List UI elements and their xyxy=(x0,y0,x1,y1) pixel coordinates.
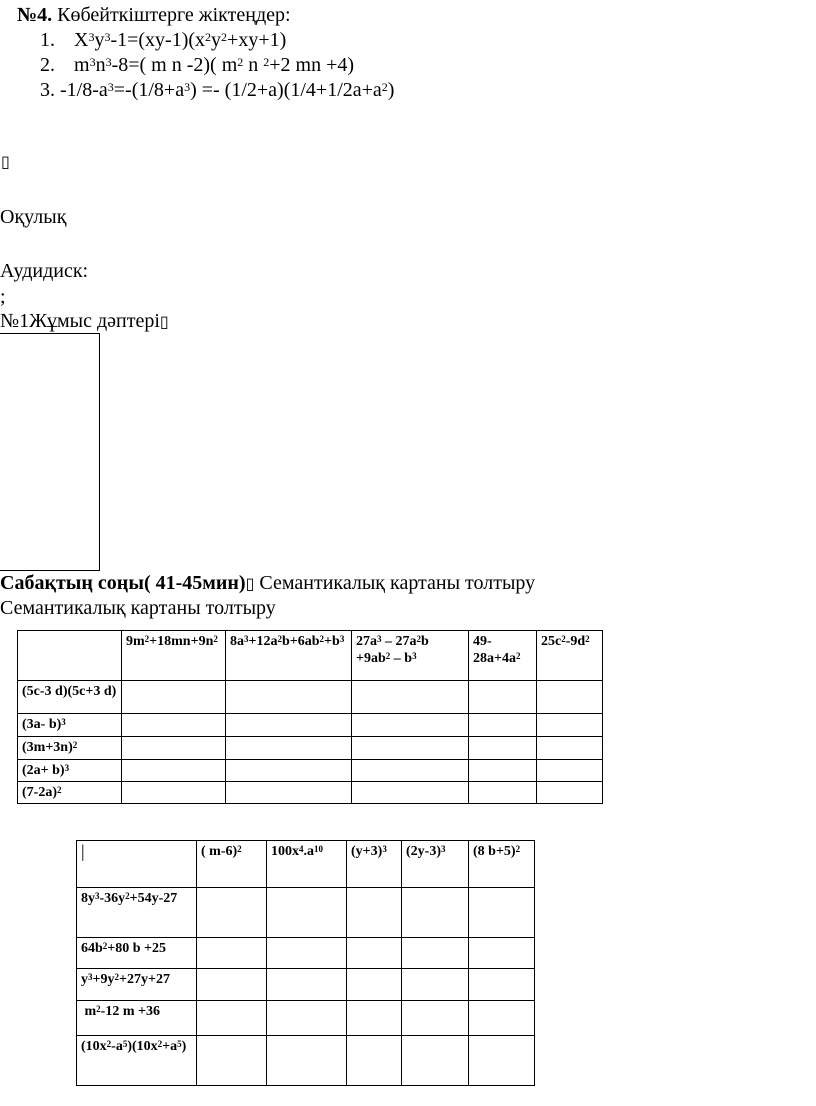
table-cell[interactable] xyxy=(197,938,267,969)
workbook-label-text: №1Жұмыс дәптері xyxy=(0,310,160,332)
table-cell[interactable] xyxy=(352,782,469,804)
table-cell[interactable] xyxy=(347,938,402,969)
task-item-3 xyxy=(40,79,55,101)
table-row xyxy=(77,1001,535,1036)
table-row-label: $(7-2a)^2$ xyxy=(18,782,122,804)
table-cell[interactable] xyxy=(537,782,603,804)
table-header-cell: $27a^3 - 27a^2b +9ab^2 - b^3$ xyxy=(352,631,469,681)
table-corner-cell xyxy=(18,631,122,681)
table-cell[interactable] xyxy=(122,737,226,760)
table-cell[interactable] xyxy=(197,888,267,938)
table-header-row xyxy=(18,631,603,681)
table-cell[interactable] xyxy=(469,782,537,804)
table-row-label: $(2a+ b)^3$ xyxy=(18,760,122,782)
table-cell[interactable] xyxy=(267,1036,347,1086)
table-row-label: $(3m+3n)^2$ xyxy=(18,737,122,760)
table-cell[interactable] xyxy=(226,782,352,804)
table-row xyxy=(18,714,603,737)
table-cell[interactable] xyxy=(352,737,469,760)
table-cell[interactable] xyxy=(469,760,537,782)
lesson-end-line xyxy=(0,572,535,595)
table-cell[interactable] xyxy=(537,681,603,714)
table-cell[interactable] xyxy=(402,1036,469,1086)
table-header-cell: $100x^4.a^{10}$ xyxy=(267,841,347,888)
table-row xyxy=(18,760,603,782)
table-cell[interactable] xyxy=(122,681,226,714)
table-header-cell: $25c^2-9d^2$ xyxy=(537,631,603,681)
missing-glyph-icon: ▯ xyxy=(1,152,10,171)
table-row xyxy=(18,737,603,760)
task-title: Көбейткіштерге жіктеңдер: xyxy=(52,4,291,26)
table-cell[interactable] xyxy=(226,737,352,760)
table-cell[interactable] xyxy=(537,737,603,760)
table-cell[interactable] xyxy=(469,1001,535,1036)
table-header-row xyxy=(77,841,535,888)
table-row-label: $64b^2+80$ b +25 xyxy=(77,938,197,969)
semantic-map-table-2 xyxy=(76,840,535,1086)
task-item-1-expression: $X^3y^3-1=(xy-1)(x^2y^2+xy+1)$ xyxy=(74,29,287,51)
task-item-1 xyxy=(40,29,55,51)
missing-glyph-icon: ▯ xyxy=(159,312,169,331)
table-cell[interactable] xyxy=(537,714,603,737)
table-row-label: (5c-3 d)(5c+3 d) xyxy=(18,681,122,714)
table-cell[interactable] xyxy=(197,1001,267,1036)
task-item-2-expression: $m^3n^3-8=$( m n -2)( $m^2$ n $^2$+2 mn +4) xyxy=(74,54,355,76)
table-cell[interactable] xyxy=(267,938,347,969)
table-corner-cell: | xyxy=(77,841,197,888)
table-cell[interactable] xyxy=(122,782,226,804)
table-row-label: $m^2-12$ m +36 xyxy=(77,1001,197,1036)
table-cell[interactable] xyxy=(469,737,537,760)
table-cell[interactable] xyxy=(469,888,535,938)
lesson-end-line-2: Семантикалық картаны толтыру xyxy=(0,597,276,619)
table-cell[interactable] xyxy=(122,714,226,737)
table-cell[interactable] xyxy=(197,1036,267,1086)
table-cell[interactable] xyxy=(469,969,535,1001)
workbook-label xyxy=(0,310,169,333)
item-number: 2. xyxy=(40,54,55,76)
table-row-label: $8y^3-36y^2+54y-27$ xyxy=(77,888,197,938)
table-header-cell: (8 b+5)$^2$ xyxy=(469,841,535,888)
table-row xyxy=(77,1036,535,1086)
table-row-label: $y^3+9y^2+27y+27$ xyxy=(77,969,197,1001)
lesson-end-heading: Сабақтың соңы( 41-45мин) xyxy=(0,572,246,594)
table-cell[interactable] xyxy=(267,888,347,938)
table-cell[interactable] xyxy=(402,938,469,969)
table-row xyxy=(77,938,535,969)
table-row xyxy=(77,969,535,1001)
textbook-label: Оқулық xyxy=(0,206,67,228)
task-item-3-expression: $-1/8-a^3=-(1/8+a^3) =- (1/2+a)(1/4+1/2a+a^2)$ xyxy=(60,79,395,101)
table-cell[interactable] xyxy=(226,714,352,737)
table-header-cell: ( m-6)$^2$ xyxy=(197,841,267,888)
table-header-cell: $(y+3)^3$ xyxy=(347,841,402,888)
table-cell[interactable] xyxy=(197,969,267,1001)
table-cell[interactable] xyxy=(469,681,537,714)
table-cell[interactable] xyxy=(469,938,535,969)
table-cell[interactable] xyxy=(226,760,352,782)
table-header-cell: $49-28a+4a^2$ xyxy=(469,631,537,681)
table-cell[interactable] xyxy=(347,1001,402,1036)
item-number: 1. xyxy=(40,29,55,51)
table-cell[interactable] xyxy=(352,714,469,737)
missing-glyph-icon: ▯ xyxy=(245,574,255,593)
table-cell[interactable] xyxy=(402,969,469,1001)
table-row-label: (3a- b)$^3$ xyxy=(18,714,122,737)
task-item-2 xyxy=(40,54,55,76)
table-cell[interactable] xyxy=(347,888,402,938)
table-cell[interactable] xyxy=(267,969,347,1001)
semantic-map-table-1 xyxy=(17,630,603,804)
table-cell[interactable] xyxy=(402,1001,469,1036)
audiodisk-label: Аудидиск: xyxy=(0,260,89,282)
task-heading xyxy=(17,4,291,26)
table-cell[interactable] xyxy=(469,714,537,737)
table-cell[interactable] xyxy=(469,1036,535,1086)
table-cell[interactable] xyxy=(347,1036,402,1086)
lesson-end-text: Семантикалық картаны толтыру xyxy=(254,572,536,594)
table-header-cell: $9m^2+18mn+9n^2$ xyxy=(122,631,226,681)
table-cell[interactable] xyxy=(537,760,603,782)
image-frame xyxy=(0,333,100,571)
table-cell[interactable] xyxy=(347,969,402,1001)
table-row-label: $(10x^2-a^5)(10x^2+a^5)$ xyxy=(77,1036,197,1086)
table-row xyxy=(18,681,603,714)
table-header-cell: $8a^3+12a^2b+6ab^2+b^3$ xyxy=(226,631,352,681)
item-number: 3. xyxy=(40,79,55,101)
semicolon-text: ; xyxy=(0,286,6,308)
table-row xyxy=(18,782,603,804)
table-cell[interactable] xyxy=(267,1001,347,1036)
table-cell[interactable] xyxy=(226,681,352,714)
table-row xyxy=(77,888,535,938)
table-cell[interactable] xyxy=(352,681,469,714)
table-cell[interactable] xyxy=(352,760,469,782)
table-cell[interactable] xyxy=(122,760,226,782)
table-cell[interactable] xyxy=(402,888,469,938)
table-header-cell: $(2y-3)^3$ xyxy=(402,841,469,888)
task-number: №4. xyxy=(17,4,53,26)
